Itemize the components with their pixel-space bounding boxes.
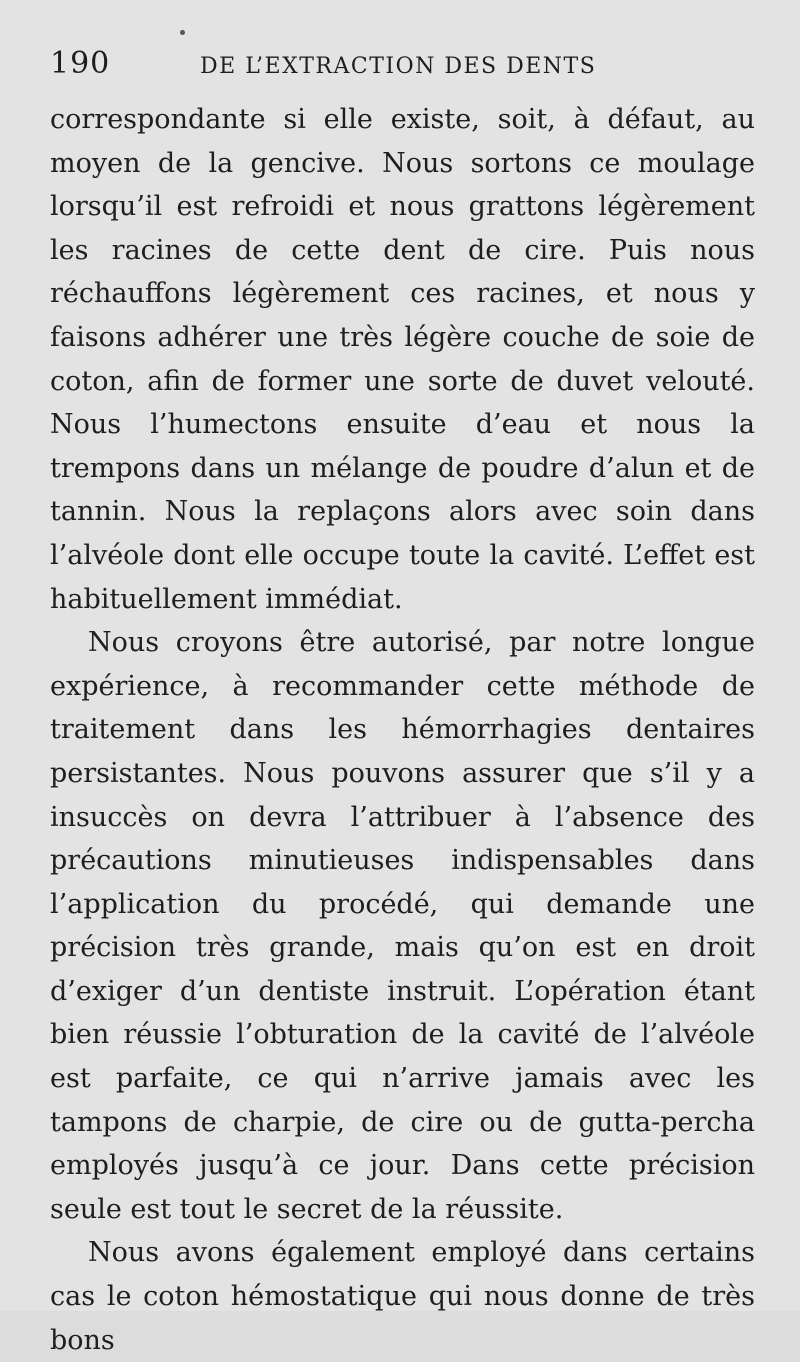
page-header [50, 46, 750, 86]
paragraph: Nous avons également employé dans certains cas le coton hémostatique qui nous donne de très bons [50, 1237, 755, 1356]
paragraph: Nous croyons être autorisé, par notre longue expérience, à recommander cette méthode de traitement dans les hémorrhagies dentaires persistantes. Nous pouvons assurer que s’il y a insuccès on devra l’attribuer à l’absence des précautions minutieuses indispensables dans l’application du procédé, qui demande une précision très grande, mais qu’on est en droit d’exiger d’un dentiste instruit. L’opération étant bien réussie l’obturation de la cavité de l’alvéole est parfaite, ce qui n’arrive jamais avec les tampons de charpie, de cire ou de gutta-percha employés jusqu’à ce jour. Dans cette précision seule est tout le secret de la réussite. [50, 627, 755, 1225]
ink-speck [180, 30, 185, 35]
running-title: DE L’EXTRACTION DES DENTS [200, 54, 597, 79]
page-number: 190 [50, 46, 111, 81]
body-text [50, 98, 755, 1362]
paragraph-continued: correspondante si elle existe, soit, à défaut, au moyen de la gencive. Nous sortons ce moulage lorsqu’il est refroidi et nous grattons légèrement les racines de cette dent de cire. Puis nous réchauffons légèrement ces racines, et nous y faisons adhérer une très légère couche de soie de coton, afin de former une sorte de duvet velouté. Nous l’humectons ensuite d’eau et nous la trempons dans un mélange de poudre d’alun et de tannin. Nous la replaçons alors avec soin dans l’alvéole dont elle occupe toute la cavité. L’effet est habituellement immédiat. [50, 104, 755, 615]
